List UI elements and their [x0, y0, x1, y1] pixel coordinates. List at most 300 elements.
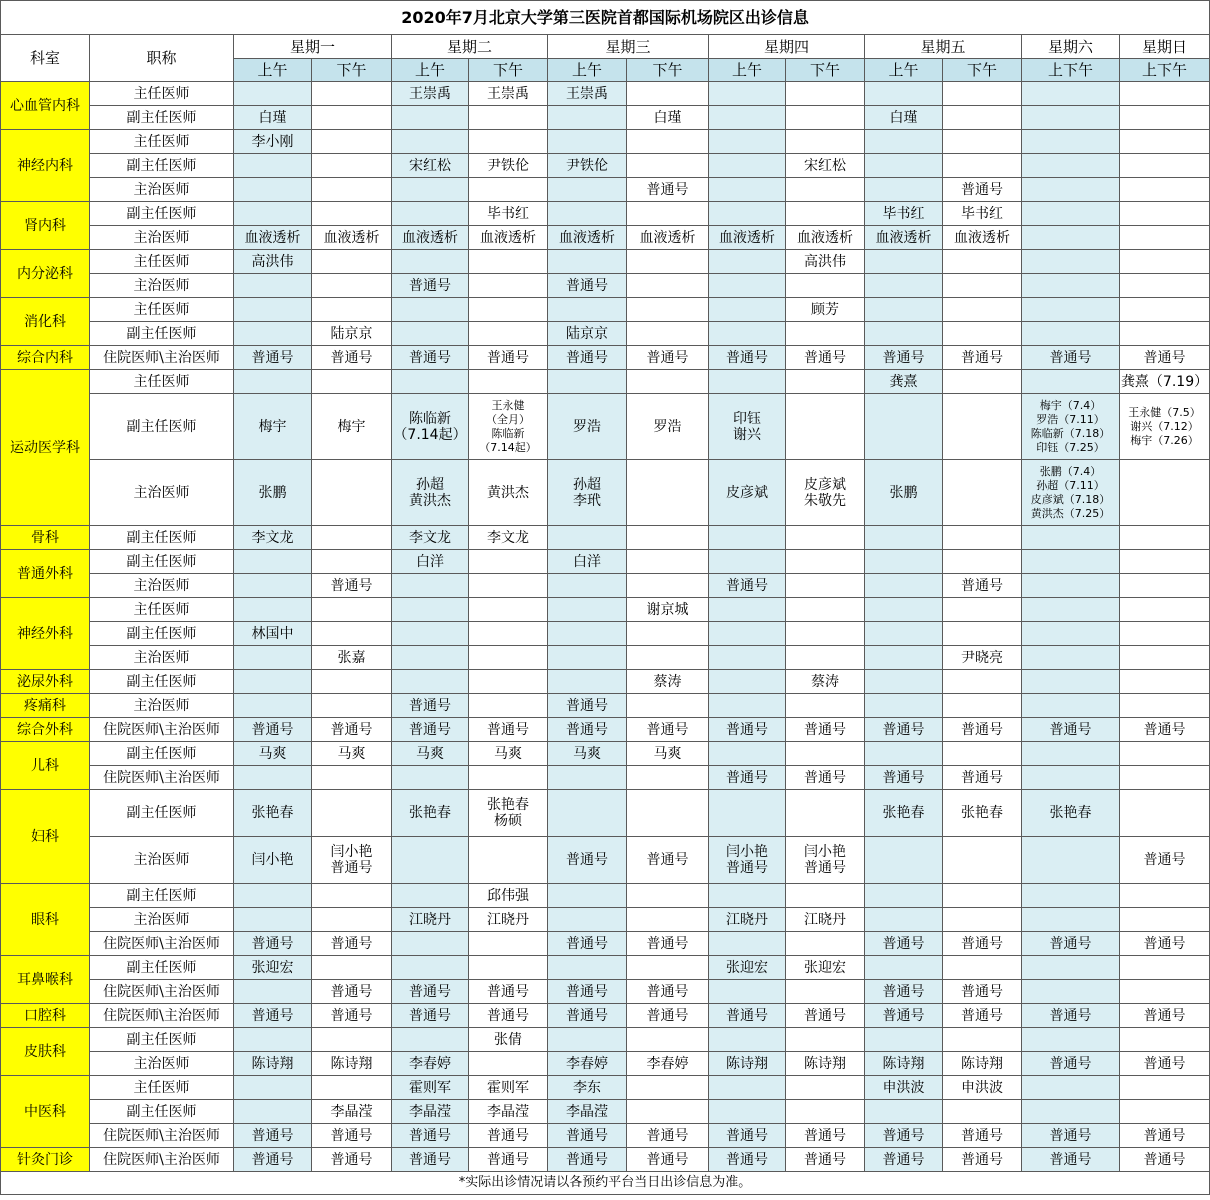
schedule-cell: 张鹏	[865, 460, 943, 526]
rank-cell: 主治医师	[90, 908, 234, 932]
schedule-cell	[865, 178, 943, 202]
schedule-cell: 马爽	[392, 742, 469, 766]
dept-cell: 骨科	[1, 526, 90, 550]
schedule-cell	[709, 598, 786, 622]
rank-cell: 住院医师\主治医师	[90, 1004, 234, 1028]
schedule-cell	[627, 646, 709, 670]
schedule-cell: 普通号	[234, 718, 312, 742]
schedule-cell	[469, 956, 548, 980]
schedule-cell: 普通号	[469, 980, 548, 1004]
schedule-cell: 王崇禹	[469, 82, 548, 106]
rank-cell: 主任医师	[90, 1076, 234, 1100]
schedule-cell	[709, 622, 786, 646]
dept-cell: 眼科	[1, 884, 90, 956]
schedule-cell: 江晓丹	[392, 908, 469, 932]
dept-cell: 综合内科	[1, 346, 90, 370]
schedule-cell	[865, 550, 943, 574]
schedule-cell	[1120, 298, 1210, 322]
schedule-cell	[469, 178, 548, 202]
schedule-cell	[709, 742, 786, 766]
schedule-cell: 陈诗翔	[709, 1052, 786, 1076]
schedule-cell: 申洪波	[943, 1076, 1022, 1100]
rank-cell: 副主任医师	[90, 550, 234, 574]
pm-header: 下午	[786, 59, 865, 82]
schedule-cell: 普通号	[627, 980, 709, 1004]
schedule-cell: 白洋	[392, 550, 469, 574]
schedule-cell: 罗浩	[548, 394, 627, 460]
rank-cell: 副主任医师	[90, 1100, 234, 1124]
schedule-cell	[312, 670, 392, 694]
schedule-cell	[469, 370, 548, 394]
schedule-cell	[943, 250, 1022, 274]
schedule-cell	[943, 130, 1022, 154]
schedule-cell: 张嘉	[312, 646, 392, 670]
day-header-thu: 星期四	[709, 35, 865, 59]
schedule-cell: 白瑾	[627, 106, 709, 130]
rank-cell: 主治医师	[90, 274, 234, 298]
schedule-cell: 普通号	[1022, 1004, 1120, 1028]
schedule-cell	[312, 694, 392, 718]
schedule-cell: 普通号	[709, 346, 786, 370]
schedule-cell	[943, 460, 1022, 526]
dept-cell: 口腔科	[1, 1004, 90, 1028]
schedule-cell	[709, 550, 786, 574]
schedule-cell: 蔡涛	[786, 670, 865, 694]
schedule-cell	[627, 550, 709, 574]
allday-header: 上下午	[1120, 59, 1210, 82]
schedule-cell	[548, 670, 627, 694]
day-header-sun: 星期日	[1120, 35, 1210, 59]
schedule-cell	[392, 178, 469, 202]
schedule-cell	[1120, 154, 1210, 178]
schedule-cell	[943, 884, 1022, 908]
schedule-cell: 梅宇（7.4） 罗浩（7.11） 陈临新（7.18） 印钰（7.25）	[1022, 394, 1120, 460]
schedule-cell: 普通号	[1120, 718, 1210, 742]
rank-cell: 主任医师	[90, 130, 234, 154]
rank-cell: 副主任医师	[90, 670, 234, 694]
day-header-fri: 星期五	[865, 35, 1022, 59]
schedule-cell: 普通号	[865, 718, 943, 742]
schedule-cell	[1120, 908, 1210, 932]
schedule-cell	[392, 884, 469, 908]
schedule-cell: 普通号	[627, 837, 709, 884]
schedule-cell: 马爽	[627, 742, 709, 766]
schedule-cell: 普通号	[1022, 346, 1120, 370]
schedule-cell: 普通号	[943, 932, 1022, 956]
pm-header: 下午	[627, 59, 709, 82]
rank-cell: 副主任医师	[90, 790, 234, 837]
schedule-cell: 普通号	[312, 718, 392, 742]
rank-cell: 副主任医师	[90, 154, 234, 178]
schedule-cell: 陆京京	[312, 322, 392, 346]
schedule-cell: 普通号	[786, 1124, 865, 1148]
schedule-cell	[786, 106, 865, 130]
schedule-cell	[786, 1028, 865, 1052]
schedule-cell	[234, 766, 312, 790]
schedule-cell	[234, 574, 312, 598]
am-header: 上午	[234, 59, 312, 82]
schedule-cell: 普通号	[392, 274, 469, 298]
schedule-cell: 张倩	[469, 1028, 548, 1052]
schedule-cell	[392, 956, 469, 980]
schedule-cell	[1120, 1100, 1210, 1124]
schedule-cell: 闫小艳 普通号	[312, 837, 392, 884]
schedule-cell	[943, 106, 1022, 130]
schedule-cell: 马爽	[234, 742, 312, 766]
schedule-cell	[1022, 550, 1120, 574]
schedule-cell: 血液透析	[469, 226, 548, 250]
schedule-cell	[865, 884, 943, 908]
dept-cell: 内分泌科	[1, 250, 90, 298]
schedule-cell: 普通号	[548, 980, 627, 1004]
schedule-cell	[1120, 670, 1210, 694]
schedule-cell: 白瑾	[234, 106, 312, 130]
schedule-cell	[786, 82, 865, 106]
schedule-cell	[1120, 274, 1210, 298]
schedule-cell	[1120, 1028, 1210, 1052]
schedule-cell	[709, 178, 786, 202]
schedule-cell	[469, 274, 548, 298]
day-header-wed: 星期三	[548, 35, 709, 59]
schedule-cell: 普通号	[312, 346, 392, 370]
schedule-cell: 霍则军	[469, 1076, 548, 1100]
schedule-cell	[469, 837, 548, 884]
schedule-cell	[1022, 694, 1120, 718]
schedule-cell	[865, 1028, 943, 1052]
schedule-cell	[865, 1100, 943, 1124]
schedule-cell: 孙超 李玳	[548, 460, 627, 526]
rank-cell: 主任医师	[90, 250, 234, 274]
schedule-cell	[627, 766, 709, 790]
schedule-cell	[865, 598, 943, 622]
schedule-cell	[627, 622, 709, 646]
schedule-cell: 普通号	[943, 1004, 1022, 1028]
schedule-cell	[865, 394, 943, 460]
schedule-cell	[234, 202, 312, 226]
schedule-cell	[627, 82, 709, 106]
schedule-cell: 李晶滢	[392, 1100, 469, 1124]
schedule-cell: 血液透析	[943, 226, 1022, 250]
schedule-cell	[865, 908, 943, 932]
schedule-cell	[943, 694, 1022, 718]
schedule-cell: 普通号	[627, 718, 709, 742]
schedule-cell	[548, 574, 627, 598]
schedule-cell: 普通号	[548, 694, 627, 718]
schedule-cell: 普通号	[865, 766, 943, 790]
schedule-cell: 普通号	[1022, 718, 1120, 742]
schedule-cell	[234, 154, 312, 178]
schedule-cell: 血液透析	[709, 226, 786, 250]
schedule-cell: 普通号	[234, 1004, 312, 1028]
schedule-cell: 普通号	[234, 1148, 312, 1172]
schedule-cell: 血液透析	[786, 226, 865, 250]
schedule-cell	[469, 250, 548, 274]
schedule-cell	[709, 932, 786, 956]
schedule-cell	[1120, 322, 1210, 346]
schedule-cell	[709, 298, 786, 322]
dept-cell: 妇科	[1, 790, 90, 884]
schedule-cell: 普通号	[627, 932, 709, 956]
schedule-cell	[392, 646, 469, 670]
am-header: 上午	[709, 59, 786, 82]
schedule-cell	[627, 694, 709, 718]
schedule-cell	[312, 82, 392, 106]
schedule-cell	[1022, 1100, 1120, 1124]
schedule-cell	[943, 526, 1022, 550]
schedule-cell: 普通号	[1120, 1124, 1210, 1148]
schedule-cell	[1120, 956, 1210, 980]
schedule-cell: 罗浩	[627, 394, 709, 460]
schedule-cell: 陈诗翔	[786, 1052, 865, 1076]
schedule-cell: 普通号	[709, 766, 786, 790]
schedule-cell	[392, 574, 469, 598]
schedule-cell: 尹晓亮	[943, 646, 1022, 670]
schedule-cell: 血液透析	[392, 226, 469, 250]
schedule-cell	[234, 322, 312, 346]
schedule-cell	[1120, 106, 1210, 130]
day-header-sat: 星期六	[1022, 35, 1120, 59]
schedule-cell: 皮彦斌 朱敬先	[786, 460, 865, 526]
schedule-cell: 尹铁伦	[548, 154, 627, 178]
schedule-cell	[234, 646, 312, 670]
schedule-cell	[469, 550, 548, 574]
schedule-cell	[1022, 106, 1120, 130]
schedule-cell	[548, 298, 627, 322]
schedule-cell	[627, 370, 709, 394]
schedule-cell: 普通号	[627, 1124, 709, 1148]
schedule-cell: 龚熹	[865, 370, 943, 394]
schedule-cell: 普通号	[234, 1124, 312, 1148]
schedule-cell: 普通号	[943, 346, 1022, 370]
schedule-cell: 梅宇	[312, 394, 392, 460]
schedule-cell: 高洪伟	[786, 250, 865, 274]
schedule-cell	[709, 202, 786, 226]
schedule-cell	[709, 670, 786, 694]
schedule-cell	[548, 1028, 627, 1052]
schedule-cell	[627, 298, 709, 322]
schedule-cell	[234, 598, 312, 622]
schedule-cell: 李春婷	[392, 1052, 469, 1076]
schedule-cell	[1120, 646, 1210, 670]
schedule-cell: 王崇禹	[548, 82, 627, 106]
schedule-cell: 张艳春	[865, 790, 943, 837]
schedule-cell: 印钰 谢兴	[709, 394, 786, 460]
schedule-cell: 普通号	[392, 980, 469, 1004]
schedule-cell	[312, 202, 392, 226]
dept-cell: 消化科	[1, 298, 90, 346]
schedule-cell: 闫小艳	[234, 837, 312, 884]
schedule-cell	[392, 130, 469, 154]
schedule-cell: 李春婷	[627, 1052, 709, 1076]
schedule-cell	[312, 622, 392, 646]
schedule-cell: 江晓丹	[786, 908, 865, 932]
schedule-cell	[943, 622, 1022, 646]
schedule-cell: 血液透析	[865, 226, 943, 250]
dept-cell: 肾内科	[1, 202, 90, 250]
schedule-cell: 普通号	[865, 1124, 943, 1148]
schedule-cell	[1022, 574, 1120, 598]
schedule-cell: 普通号	[1022, 1052, 1120, 1076]
schedule-cell: 普通号	[1022, 1148, 1120, 1172]
schedule-cell: 马爽	[469, 742, 548, 766]
schedule-cell	[709, 1076, 786, 1100]
dept-cell: 心血管内科	[1, 82, 90, 130]
schedule-cell	[1120, 526, 1210, 550]
rank-cell: 主任医师	[90, 298, 234, 322]
schedule-cell	[786, 370, 865, 394]
schedule-cell	[1120, 980, 1210, 1004]
dept-cell: 儿科	[1, 742, 90, 790]
am-header: 上午	[865, 59, 943, 82]
dept-cell: 普通外科	[1, 550, 90, 598]
schedule-cell	[469, 598, 548, 622]
rank-cell: 副主任医师	[90, 394, 234, 460]
schedule-cell: 宋红松	[786, 154, 865, 178]
schedule-cell	[709, 250, 786, 274]
rank-cell: 住院医师\主治医师	[90, 1124, 234, 1148]
schedule-cell: 普通号	[548, 718, 627, 742]
schedule-cell	[548, 956, 627, 980]
schedule-cell	[865, 322, 943, 346]
schedule-cell: 张迎宏	[234, 956, 312, 980]
schedule-cell	[469, 298, 548, 322]
schedule-cell: 普通号	[548, 274, 627, 298]
am-header: 上午	[392, 59, 469, 82]
schedule-cell: 毕书红	[865, 202, 943, 226]
schedule-cell	[786, 646, 865, 670]
schedule-cell	[234, 298, 312, 322]
schedule-cell	[1120, 82, 1210, 106]
schedule-cell: 李晶滢	[469, 1100, 548, 1124]
schedule-cell	[392, 298, 469, 322]
schedule-cell: 普通号	[865, 346, 943, 370]
schedule-cell: 张迎宏	[709, 956, 786, 980]
schedule-cell	[786, 932, 865, 956]
rank-cell: 副主任医师	[90, 526, 234, 550]
schedule-cell	[392, 932, 469, 956]
dept-cell: 耳鼻喉科	[1, 956, 90, 1004]
schedule-cell: 白瑾	[865, 106, 943, 130]
schedule-cell	[786, 622, 865, 646]
rank-cell: 副主任医师	[90, 1028, 234, 1052]
schedule-cell: 李文龙	[469, 526, 548, 550]
rank-cell: 副主任医师	[90, 956, 234, 980]
schedule-cell	[943, 322, 1022, 346]
schedule-cell: 黄洪杰	[469, 460, 548, 526]
schedule-cell	[392, 370, 469, 394]
rank-cell: 住院医师\主治医师	[90, 766, 234, 790]
schedule-cell: 闫小艳 普通号	[709, 837, 786, 884]
schedule-cell	[234, 178, 312, 202]
schedule-cell	[627, 154, 709, 178]
schedule-cell: 普通号	[392, 718, 469, 742]
rank-cell: 副主任医师	[90, 322, 234, 346]
schedule-cell: 张艳春	[234, 790, 312, 837]
schedule-cell: 普通号	[312, 980, 392, 1004]
schedule-cell: 普通号	[943, 718, 1022, 742]
schedule-cell: 蔡涛	[627, 670, 709, 694]
am-header: 上午	[548, 59, 627, 82]
schedule-cell	[312, 370, 392, 394]
dept-cell: 泌尿外科	[1, 670, 90, 694]
schedule-cell	[548, 130, 627, 154]
schedule-cell	[469, 1052, 548, 1076]
schedule-cell: 普通号	[392, 1148, 469, 1172]
schedule-cell: 王永健 （全月） 陈临新 （7.14起）	[469, 394, 548, 460]
schedule-cell	[1022, 908, 1120, 932]
page-title: 2020年7月北京大学第三医院首都国际机场院区出诊信息	[1, 1, 1210, 35]
schedule-cell	[865, 130, 943, 154]
schedule-cell: 普通号	[1120, 1148, 1210, 1172]
schedule-cell	[709, 790, 786, 837]
day-header-mon: 星期一	[234, 35, 392, 59]
schedule-cell	[865, 622, 943, 646]
schedule-cell	[312, 460, 392, 526]
schedule-cell	[1022, 82, 1120, 106]
schedule-cell	[1022, 226, 1120, 250]
schedule-cell: 申洪波	[865, 1076, 943, 1100]
dept-cell: 皮肤科	[1, 1028, 90, 1076]
schedule-cell	[392, 202, 469, 226]
schedule-cell: 张艳春	[943, 790, 1022, 837]
schedule-cell	[943, 1028, 1022, 1052]
schedule-cell	[627, 574, 709, 598]
schedule-cell: 普通号	[1120, 1052, 1210, 1076]
schedule-cell	[865, 526, 943, 550]
schedule-cell: 普通号	[709, 718, 786, 742]
schedule-cell: 普通号	[627, 1148, 709, 1172]
schedule-body	[1, 82, 1210, 1172]
schedule-cell	[1120, 598, 1210, 622]
schedule-cell: 高洪伟	[234, 250, 312, 274]
schedule-cell	[943, 598, 1022, 622]
schedule-cell	[865, 274, 943, 298]
schedule-cell	[1120, 550, 1210, 574]
schedule-cell: 林国中	[234, 622, 312, 646]
schedule-cell	[627, 1100, 709, 1124]
schedule-cell: 李春婷	[548, 1052, 627, 1076]
rank-cell: 主治医师	[90, 574, 234, 598]
schedule-cell	[1120, 226, 1210, 250]
schedule-cell: 普通号	[234, 932, 312, 956]
schedule-cell	[312, 250, 392, 274]
schedule-cell: 普通号	[1120, 837, 1210, 884]
schedule-cell	[234, 670, 312, 694]
schedule-cell	[1022, 154, 1120, 178]
schedule-cell: 张艳春	[392, 790, 469, 837]
schedule-cell: 普通号	[469, 1124, 548, 1148]
schedule-cell	[234, 1028, 312, 1052]
rank-cell: 主治医师	[90, 460, 234, 526]
schedule-cell: 普通号	[312, 1004, 392, 1028]
schedule-cell: 普通号	[943, 1124, 1022, 1148]
schedule-cell: 普通号	[1120, 346, 1210, 370]
rank-cell: 住院医师\主治医师	[90, 718, 234, 742]
schedule-cell	[786, 694, 865, 718]
schedule-cell	[943, 394, 1022, 460]
schedule-cell	[548, 370, 627, 394]
schedule-cell	[1022, 670, 1120, 694]
schedule-cell	[786, 574, 865, 598]
schedule-cell	[709, 82, 786, 106]
schedule-cell	[786, 130, 865, 154]
schedule-cell	[234, 980, 312, 1004]
schedule-cell	[943, 908, 1022, 932]
schedule-cell: 普通号	[709, 1004, 786, 1028]
schedule-cell: 张迎宏	[786, 956, 865, 980]
schedule-cell	[548, 790, 627, 837]
footnote: *实际出诊情况请以各预约平台当日出诊信息为准。	[1, 1172, 1210, 1195]
